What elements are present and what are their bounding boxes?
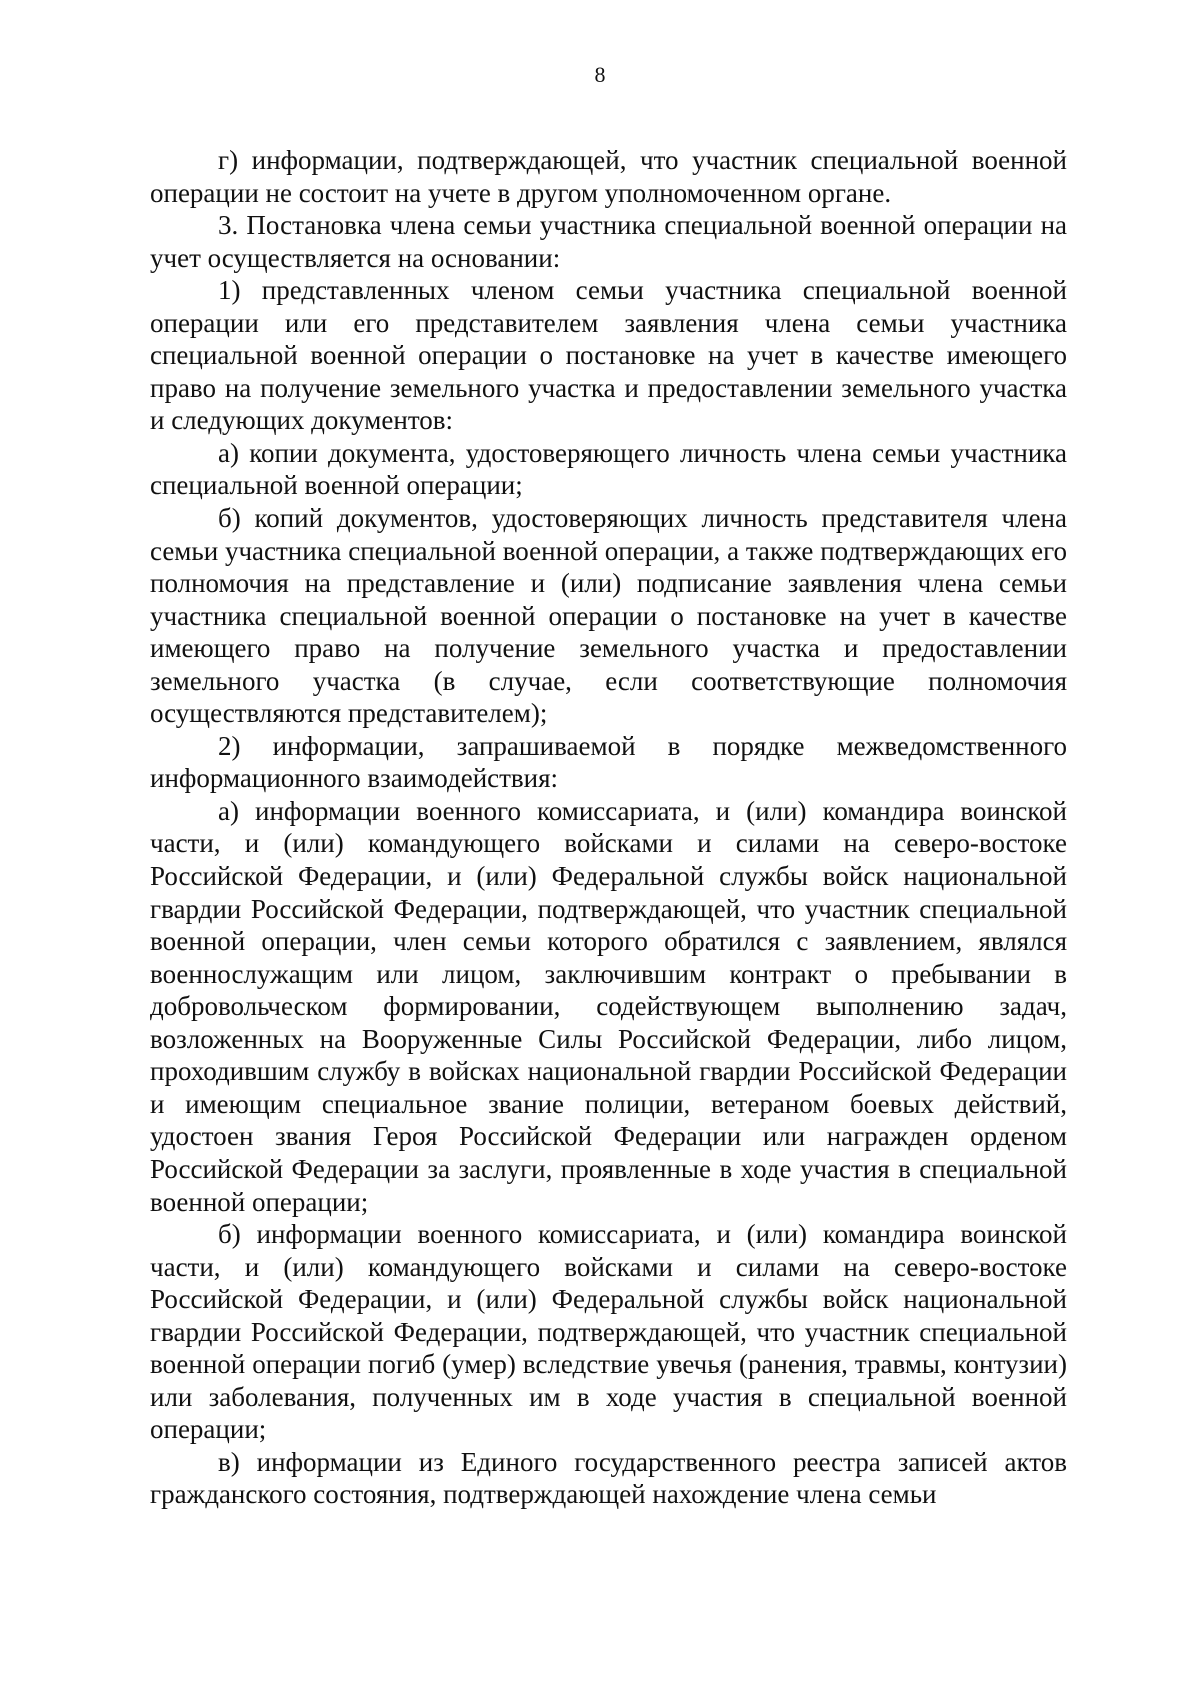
paragraph-item-g: г) информации, подтверждающей, что участник специальной военной операции не состоит на учете в другом уполномоченном органе.: [150, 145, 1067, 208]
paragraph-item-b: б) копий документов, удостоверяющих личность представителя члена семьи участника специальной военной операции, а также подтверждающих его полномочия на представление и (или) подписание заявления члена семьи участника специальной военной операции о постановке на учет в качестве имеющего право на получение земельного участка и предоставлении земельного участка (в случае, если соответствующие полномочия осуществляются представителем);: [150, 503, 1067, 729]
paragraph-item-a: а) копии документа, удостоверяющего личность члена семьи участника специальной военной операции;: [150, 437, 1067, 501]
paragraph-clause-3: 3. Постановка члена семьи участника специальной военной операции на учет осуществляется на основании:: [150, 210, 1067, 273]
paragraph-item-v-info: в) информации из Единого государственного реестра записей актов гражданского состояния, подтверждающей нахождение члена семьи: [150, 1446, 1067, 1510]
page-number: 8: [594, 62, 606, 87]
paragraph-item-b-info: б) информации военного комиссариата, и (или) командира воинской части, и (или) командующего войсками и силами на северо-востоке Российской Федерации, и (или) Федеральной службы войск национальной гвардии Российской Федерации, подтверждающей, что участник специальной военной операции погиб (умер) вследствие увечья (ранения, травмы, контузии) или заболевания, полученных им в ходе участия в специальной военной операции;: [150, 1219, 1067, 1445]
paragraph-item-a-info: а) информации военного комиссариата, и (или) командира воинской части, и (или) командующего войсками и силами на северо-востоке Российской Федерации, и (или) Федеральной службы войск национальной гвардии Российской Федерации, подтверждающей, что участник специальной военной операции, член семьи которого обратился с заявлением, являлся военнослужащим или лицом, заключившим контракт о пребывании в добровольческом формировании, содействующем выполнению задач, возложенных на Вооруженные Силы Российской Федерации, либо лицом, проходившим службу в войсках национальной гвардии Российской Федерации и имеющим специальное звание полиции, ветераном боевых действий, удостоен звания Героя Российской Федерации или награжден орденом Российской Федерации за заслуги, проявленные в ходе участия в специальной военной операции;: [150, 795, 1067, 1217]
paragraph-subclause-1: 1) представленных членом семьи участника специальной военной операции или его представителем заявления члена семьи участника специальной военной операции о постановке на учет в качестве имеющего право на получение земельного участка и предоставлении земельного участка и следующих документов:: [150, 275, 1067, 436]
document-body: [150, 144, 1067, 1511]
paragraph-subclause-2: 2) информации, запрашиваемой в порядке межведомственного информационного взаимодействия:: [150, 730, 1067, 794]
